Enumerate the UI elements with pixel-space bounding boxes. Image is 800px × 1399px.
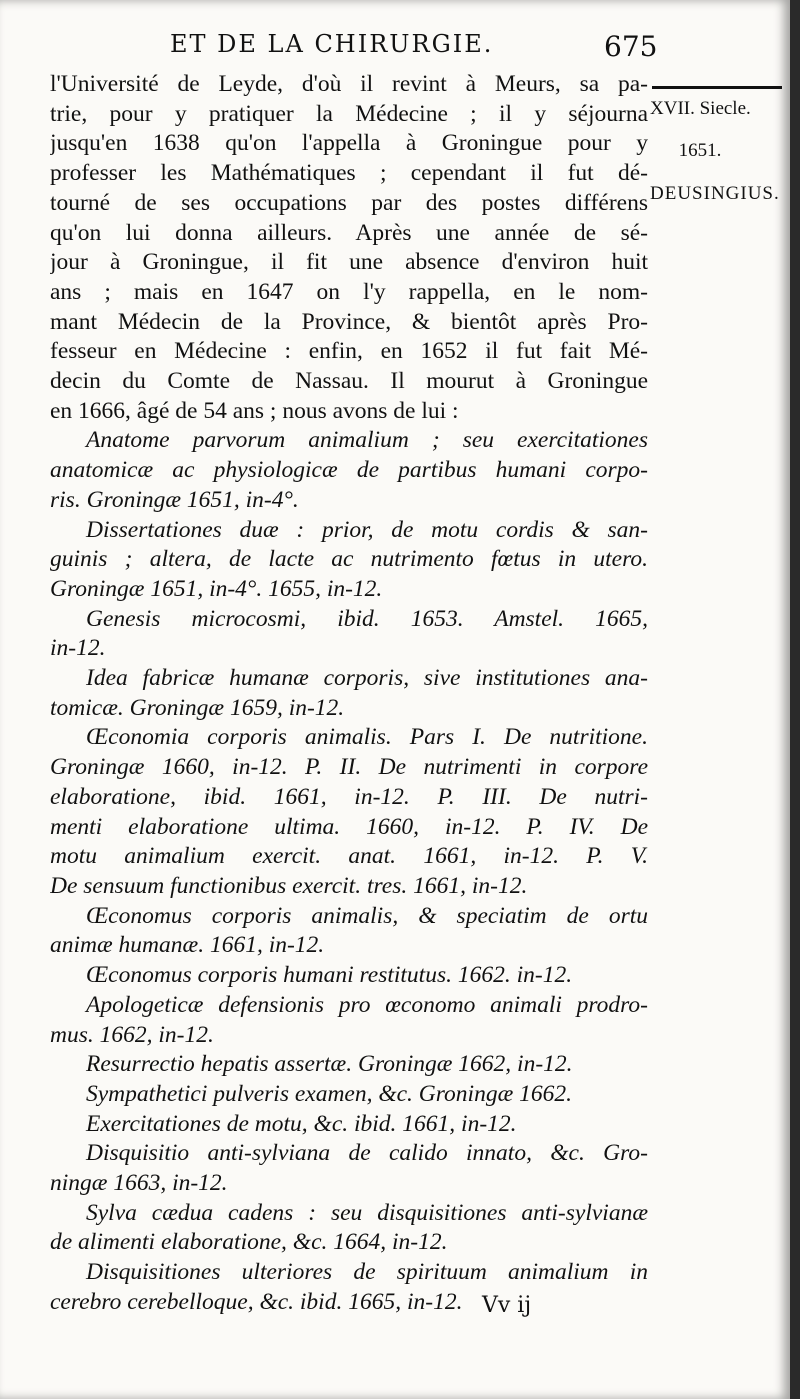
work-entry <box>50 991 648 1050</box>
work-line: Œconomus corporis humani restitutus. 1662. in-12. <box>86 962 573 989</box>
work-line: Disquisitiones ulteriores de spirituum animalium in <box>86 1259 648 1286</box>
work-line: anatomicæ ac physiologicæ de partibus humani corpo- <box>50 457 648 484</box>
work-line: guinis ; altera, de lacte ac nutrimento fœtus in utero. <box>50 546 648 573</box>
work-line: cerebro cerebelloque, &c. ibid. 1665, in-12. <box>50 1288 463 1315</box>
work-entry <box>50 1199 648 1258</box>
body-line: jusqu'en 1638 qu'on l'appella à Groningue pour y <box>50 130 648 157</box>
page-number: 675 <box>604 30 658 63</box>
body-line: trie, pour y pratiquer la Médecine ; il y séjourna <box>50 100 648 127</box>
margin-year-note: 1651. <box>678 140 722 161</box>
work-line: ris. Groningæ 1651, in-4°. <box>50 486 299 513</box>
work-entry <box>50 605 648 664</box>
margin-author-name: DEUSINGIUS. <box>650 183 780 204</box>
work-entry <box>50 1139 648 1198</box>
body-line: qu'on lui donna ailleurs. Après une année de sé- <box>50 219 648 246</box>
work-line: Anatome parvorum animalium ; seu exercitationes <box>86 427 648 454</box>
body-line: jour à Groningue, il fit une absence d'environ huit <box>50 249 648 276</box>
work-line: Œconomus corporis animalis, & speciatim de ortu <box>86 902 648 929</box>
body-line: decin du Comte de Nassau. Il mourut à Groningue <box>50 368 648 395</box>
work-entry <box>50 723 648 901</box>
body-line: tourné de ses occupations par des postes différens <box>50 189 648 216</box>
works-list <box>50 426 648 1317</box>
margin-rule <box>652 86 782 89</box>
running-head: ET DE LA CHIRURGIE. <box>170 30 494 58</box>
margin-century-note: XVII. Siecle. <box>650 98 751 119</box>
work-line: Idea fabricæ humanæ corporis, sive institutiones ana- <box>86 665 648 692</box>
work-line: ningæ 1663, in-12. <box>50 1170 228 1197</box>
work-entry <box>50 902 648 961</box>
work-line: in-12. <box>50 635 106 662</box>
work-line: Groningæ 1660, in-12. P. II. De nutrimenti in corpore <box>50 754 648 781</box>
book-spine-shadow <box>790 0 800 1399</box>
biography-paragraph <box>50 70 648 426</box>
catchword: Vv ij <box>482 1293 532 1318</box>
work-line: Groningæ 1651, in-4°. 1655, in-12. <box>50 575 383 602</box>
work-line: motu animalium exercit. anat. 1661, in-12. P. V. <box>50 843 648 870</box>
work-line: Genesis microcosmi, ibid. 1653. Amstel. 1665, <box>86 605 648 632</box>
work-entry <box>50 426 648 515</box>
body-line: l'Université de Leyde, d'où il revint à Meurs, sa pa- <box>50 71 648 97</box>
work-entry <box>50 664 648 723</box>
work-line: Sylva cædua cadens : seu disquisitiones anti-sylvianæ <box>86 1199 648 1226</box>
work-line: Disquisitio anti-sylviana de calido innato, &c. Gro- <box>86 1140 648 1167</box>
work-entry <box>50 1080 648 1110</box>
work-entry <box>50 516 648 605</box>
work-line: animæ humanæ. 1661, in-12. <box>50 932 325 959</box>
body-line: mant Médecin de la Province, & bientôt après Pro- <box>50 308 648 335</box>
work-line: Resurrectio hepatis assertæ. Groningæ 1662, in-12. <box>86 1051 573 1078</box>
main-text <box>50 70 648 1318</box>
work-line: Œconomia corporis animalis. Pars I. De nutritione. <box>86 724 648 751</box>
work-line: Sympathetici pulveris examen, &c. Groningæ 1662. <box>86 1080 573 1107</box>
work-entry <box>50 961 648 991</box>
work-line: elaboratione, ibid. 1661, in-12. P. III. De nutri- <box>50 783 648 810</box>
body-line: fesseur en Médecine : enfin, en 1652 il fut fait Mé- <box>50 338 648 365</box>
work-line: Dissertationes duæ : prior, de motu cordis & san- <box>86 516 648 543</box>
work-line: Apologeticæ defensionis pro œconomo animali prodro- <box>86 991 648 1018</box>
work-entry <box>50 1258 648 1317</box>
work-entry <box>50 1110 648 1140</box>
work-line: Exercitationes de motu, &c. ibid. 1661, in-12. <box>86 1110 517 1137</box>
work-line: menti elaboratione ultima. 1660, in-12. P. IV. De <box>50 813 648 840</box>
body-line: ans ; mais en 1647 on l'y rappella, en le nom- <box>50 278 648 305</box>
work-line: mus. 1662, in-12. <box>50 1021 214 1048</box>
work-entry <box>50 1050 648 1080</box>
work-line: De sensuum functionibus exercit. tres. 1661, in-12. <box>50 872 528 899</box>
body-line: professer les Mathématiques ; cependant il fut dé- <box>50 160 648 187</box>
work-line: tomicæ. Groningæ 1659, in-12. <box>50 694 345 721</box>
body-line: en 1666, âgé de 54 ans ; nous avons de lui : <box>50 397 459 424</box>
work-line: de alimenti elaboratione, &c. 1664, in-12. <box>50 1229 448 1256</box>
